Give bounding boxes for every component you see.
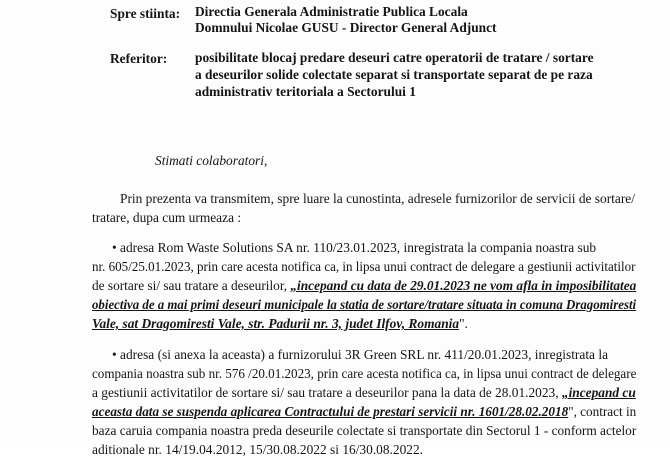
item1-line-1: • adresa Rom Waste Solutions SA nr. 110/23.01.2023, inregistrata la compania noastra sub	[112, 240, 597, 255]
item2-line-4-quote: aceasta data se suspenda aplicarea Contractului de prestari servicii nr. 1601/28.02.2018	[92, 404, 569, 419]
item1-line-5	[92, 314, 636, 333]
item1-line-3-plain: de sortare si/ sau tratare a deseurilor,	[92, 278, 291, 293]
item1-line-3-quote: „incepand cu data de 29.01.2023 ne vom afla in imposibilitatea	[290, 278, 637, 293]
list-item-2	[92, 345, 636, 459]
subject-label: Referitor:	[110, 51, 168, 66]
subject-line-3: administrativ teritoriala a Sectorului 1	[195, 84, 416, 99]
recipient-block	[110, 4, 497, 36]
item2-line-4	[92, 402, 636, 421]
recipient-label: Spre stiinta:	[110, 6, 181, 21]
item2-line-4-end: ", contract in	[568, 404, 637, 419]
recipient-line-2: Domnului Nicolae GUSU - Director General Adjunct	[195, 20, 497, 35]
item2-line-3	[92, 383, 636, 402]
item2-line-3-quote: „incepand cu	[561, 385, 636, 400]
item1-line-4	[92, 295, 636, 314]
item1-line-4-quote: obiectiva de a mai primi deseuri municipale la statia de sortare/tratare situata in comuna Dragomiresti	[92, 297, 637, 312]
item2-line-3-plain: a gestiunii activitatilor de sortare si/ sau tratare a deseurilor pana la data de 28.01.2023,	[92, 385, 562, 400]
list-item-1	[92, 238, 636, 333]
recipient-line-1: Directia Generala Administratie Publica Locala	[195, 4, 468, 19]
intro-line-1: Prin prezenta va transmitem, spre luare la cunostinta, adresele furnizorilor de servicii de sortare/	[120, 191, 635, 206]
subject-block	[110, 49, 594, 100]
intro-line-2: tratare, dupa cum urmeaza :	[92, 210, 242, 225]
item1-line-2: nr. 605/25.01.2023, prin care acesta notifica ca, in lipsa unui contract de delegare a gestiunii activitatilor	[92, 259, 636, 274]
item2-line-1: • adresa (si anexa la aceasta) a furnizorului 3R Green SRL nr. 411/20.01.2023, inregistrata la	[112, 347, 609, 362]
subject-line-2: a deseurilor solide colectate separat si transportate separat de pe raza	[195, 67, 593, 82]
intro-paragraph	[92, 189, 636, 227]
salutation: Stimati colaboratori,	[155, 153, 268, 168]
subject-line-1: posibilitate blocaj predare deseuri catre operatorii de tratare / sortare	[195, 50, 594, 65]
item1-line-5-quote: Vale, sat Dragomiresti Vale, str. Padurii nr. 3, judet Ilfov, Romania	[92, 316, 460, 331]
item2-line-6: aditionale nr. 14/19.04.2012, 15/30.08.2022 si 16/30.08.2022.	[92, 442, 424, 457]
item2-line-5: baza caruia compania noastra preda deseurile colectate si transportate din Sectorul 1 - conform actelor	[92, 423, 637, 438]
item2-line-2: compania noastra sub nr. 576 /20.01.2023, prin care acesta notifica ca, in lipsa unui contract de delegare	[92, 366, 637, 381]
item1-line-5-end: ".	[459, 316, 468, 331]
recipient-value	[195, 4, 497, 36]
item1-line-3	[92, 276, 636, 295]
subject-value	[195, 49, 594, 100]
